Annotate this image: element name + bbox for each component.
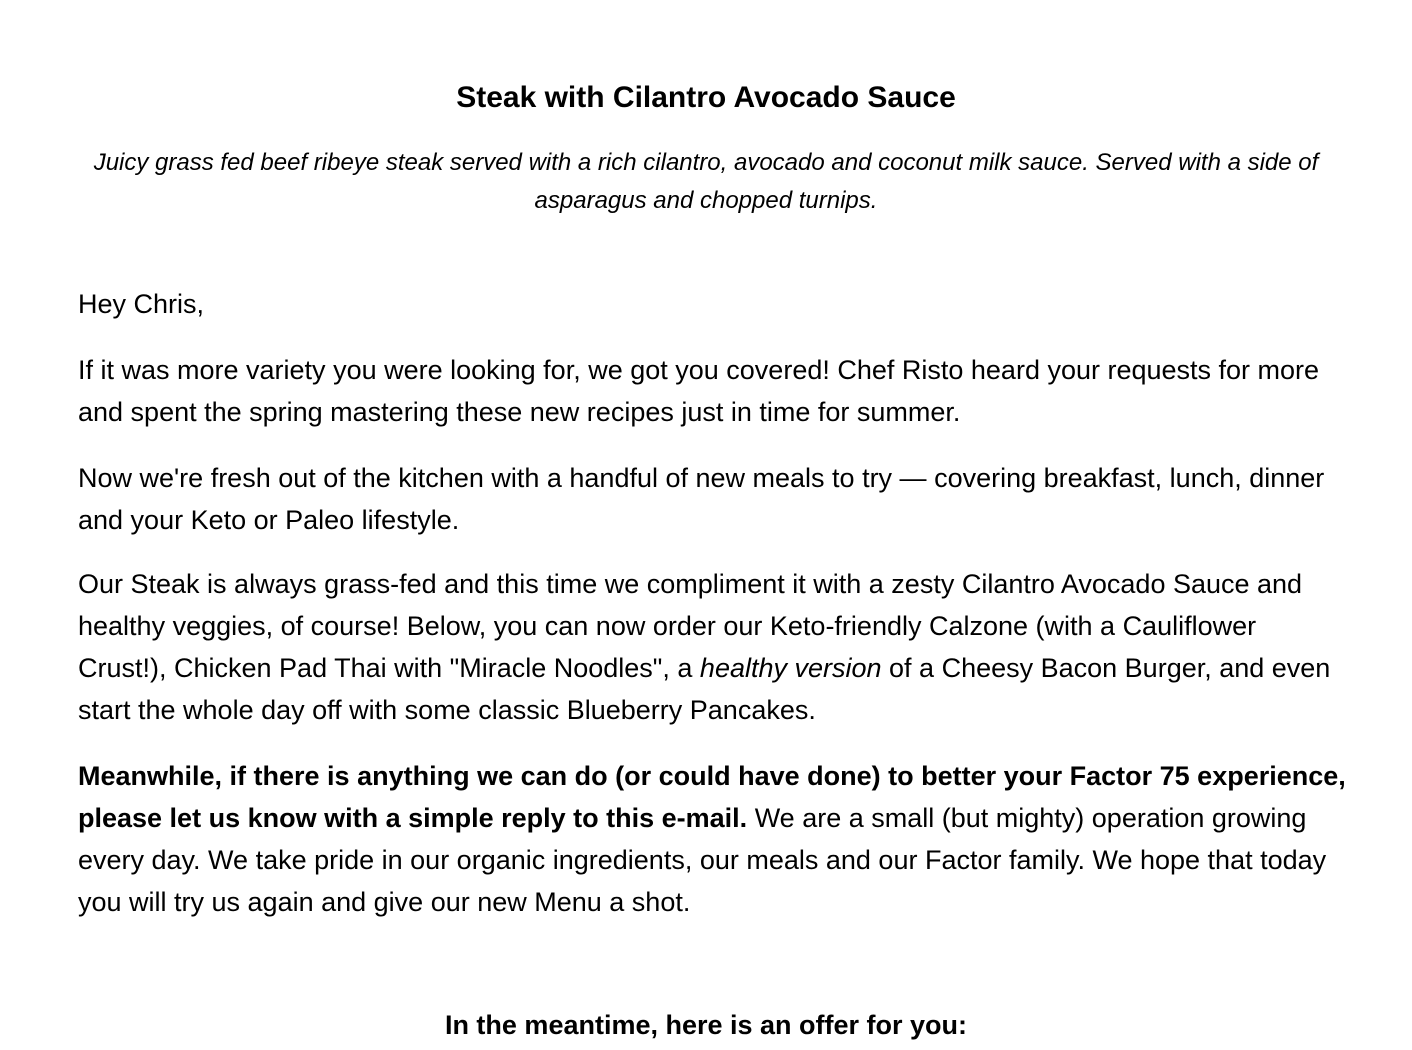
paragraph-feedback [78,755,1348,923]
recipe-description: Juicy grass fed beef ribeye steak served with a rich cilantro, avocado and coconut milk sauce. Served with a side of asparagus and chopped turnips. [93,149,1319,214]
healthy-version-emphasis: healthy version [699,653,882,683]
recipe-title: Steak with Cilantro Avocado Sauce [456,81,956,114]
offer-heading: In the meantime, here is an offer for you: [444,1010,968,1040]
paragraph-new-meals: Now we're fresh out of the kitchen with a handful of new meals to try — covering breakfast, lunch, dinner and your Keto or Paleo lifestyle. [78,463,1325,535]
paragraph-variety: If it was more variety you were looking for, we got you covered! Chef Risto heard your requests for more and spent the spring mastering these new recipes just in time for summer. [78,355,1320,427]
paragraph-menu-details [78,563,1348,731]
paragraph-menu-text-start: Our Steak is always grass-fed and this time we compliment it with a zesty Cilantro Avocado Sauce and healthy veggies, of course! Below, you can now order our Keto-friendly Calzone (with a Cauliflower Crust!), Chicken Pad Thai with "Miracle Noodles", a [78,569,1303,683]
feedback-text: We are a small (but mighty) operation growing every day. We take pride in our organic ingredients, our meals and our Factor family. We hope that today you will try us again and give our new Menu a shot. [78,803,1327,917]
greeting: Hey Chris, [78,289,205,319]
paragraph-menu-text-end: of a Cheesy Bacon Burger, and even start the whole day off with some classic Blueberry Pancakes. [78,653,1331,725]
feedback-request-bold: Meanwhile, if there is anything we can do (or could have done) to better your Factor 75 experience, please let us know with a simple reply to this e-mail. [78,761,1346,833]
